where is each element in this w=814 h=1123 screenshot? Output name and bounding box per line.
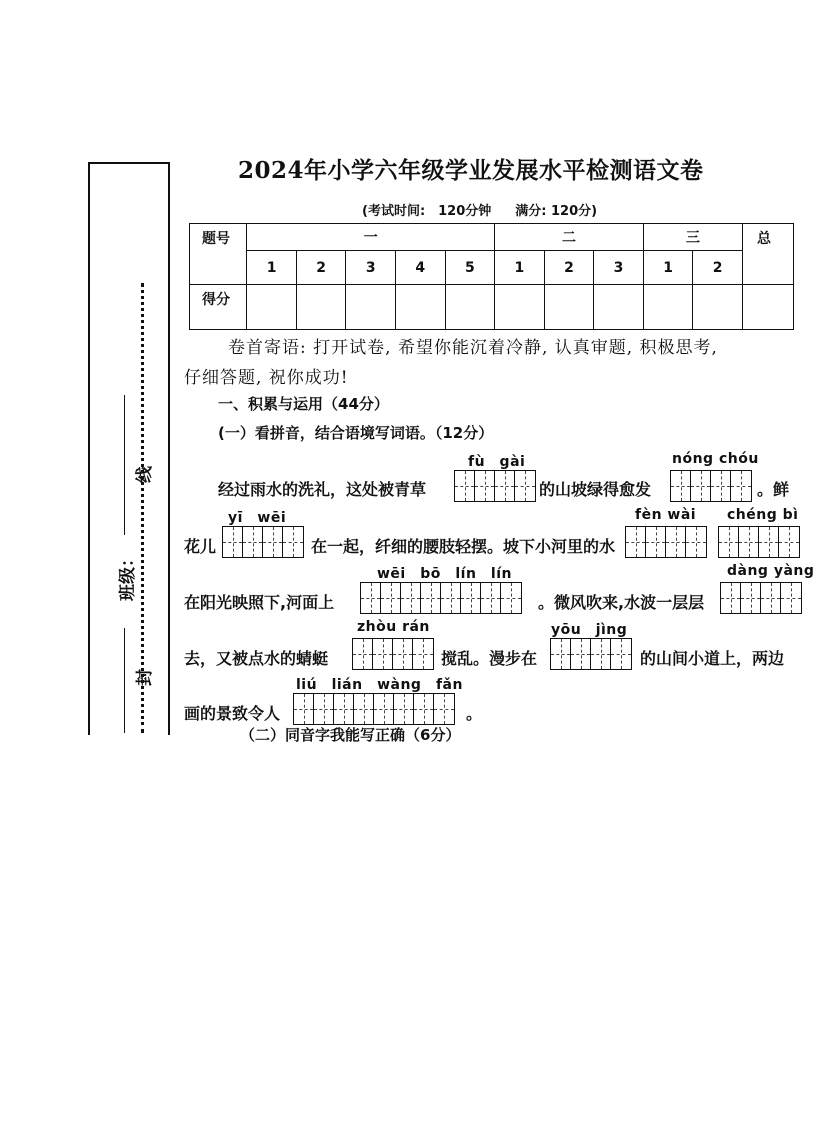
pinyin-you-jing: yōu jìng <box>551 622 628 638</box>
pinyin-zhou-ran: zhòu rán <box>357 619 430 635</box>
score-cell[interactable] <box>247 285 297 330</box>
score-cell[interactable] <box>396 285 446 330</box>
exam-time: (考试时间: 120分钟 <box>362 204 492 219</box>
binding-strip <box>88 162 170 735</box>
question-number: 1 <box>643 251 693 285</box>
question-number: 4 <box>396 251 446 285</box>
total-header: 总 <box>742 224 793 285</box>
answer-boxes-dang-yang[interactable] <box>720 582 802 614</box>
passage-line-2b: 在一起，纤细的腰肢轻摆。坡下小河里的水 <box>311 537 616 556</box>
pinyin-liu-lian-wang-fan: liú lián wàng fǎn <box>296 677 463 693</box>
binding-dotted-line <box>141 283 144 733</box>
cut-off-region <box>240 726 560 744</box>
score-cell[interactable] <box>346 285 396 330</box>
class-blank-line-bottom <box>124 628 125 733</box>
score-cell[interactable] <box>594 285 644 330</box>
answer-boxes-yi-wei[interactable] <box>222 526 304 558</box>
pinyin-cheng-bi: chéng bì <box>727 507 799 523</box>
pinyin-fen-wai: fèn wài <box>635 507 697 523</box>
score-cell[interactable] <box>445 285 495 330</box>
question-number: 2 <box>296 251 346 285</box>
passage-line-2a: 花儿 <box>184 537 217 556</box>
pinyin-wei-bo-lin-lin: wēi bō lín lín <box>377 566 512 582</box>
exam-title: 2024年小学六年级学业发展水平检测语文卷 <box>238 157 704 184</box>
score-cell[interactable] <box>296 285 346 330</box>
section-1-header: 一 <box>247 224 495 251</box>
score-table <box>189 223 794 330</box>
full-score: 满分: 120分) <box>515 204 598 219</box>
passage-line-3b: 。微风吹来,水波一层层 <box>538 593 705 612</box>
passage-line-1b: 的山坡绿得愈发 <box>539 480 652 499</box>
score-cell-total[interactable] <box>742 285 793 330</box>
answer-boxes-cheng-bi[interactable] <box>718 526 800 558</box>
passage-line-5b: 。 <box>466 704 483 723</box>
passage-line-4b: 搅乱。漫步在 <box>441 649 538 668</box>
part1-heading: 一、积累与运用（44分） <box>218 395 389 413</box>
binding-feng-label: 封 <box>135 669 155 686</box>
preface-line-1: 卷首寄语: 打开试卷, 希望你能沉着冷静, 认真审题, 积极思考, <box>228 338 718 358</box>
answer-boxes-liu-lian-wang-fan[interactable] <box>293 693 455 725</box>
pinyin-yi-wei: yī wēi <box>228 510 287 526</box>
passage-line-1c: 。鲜 <box>757 480 790 499</box>
question-number: 2 <box>693 251 743 285</box>
passage-line-5a: 画的景致令人 <box>184 704 281 723</box>
passage-line-1a: 经过雨水的洗礼，这处被青草 <box>218 480 427 499</box>
q1-heading: (一）看拼音，结合语境写词语。（12分） <box>218 424 494 442</box>
score-cell[interactable] <box>643 285 693 330</box>
score-cell[interactable] <box>495 285 545 330</box>
answer-boxes-zhou-ran[interactable] <box>352 638 434 670</box>
question-number: 2 <box>544 251 594 285</box>
question-number: 1 <box>495 251 545 285</box>
score-label: 得分 <box>190 285 247 330</box>
pinyin-nong-chou: nóng chóu <box>672 451 759 467</box>
passage-line-3a: 在阳光映照下,河面上 <box>184 593 335 612</box>
answer-boxes-fu-gai[interactable] <box>454 470 536 502</box>
answer-boxes-fen-wai[interactable] <box>625 526 707 558</box>
pinyin-fu-gai: fù gài <box>468 454 526 470</box>
binding-class-label: 班级： <box>118 550 138 601</box>
question-number: 3 <box>346 251 396 285</box>
section-3-header: 三 <box>643 224 742 251</box>
q2-heading-cut: （二）同音字我能写正确（6分） <box>240 726 461 744</box>
class-blank-line-top <box>124 395 125 535</box>
binding-xian-label: 线 <box>135 466 155 483</box>
score-cell[interactable] <box>544 285 594 330</box>
question-number: 1 <box>247 251 297 285</box>
preface-line-2: 仔细答题, 祝你成功! <box>184 368 349 388</box>
question-number-label: 题号 <box>190 224 247 285</box>
question-number: 3 <box>594 251 644 285</box>
answer-boxes-nong-chou[interactable] <box>670 470 752 502</box>
passage-line-4a: 去，又被点水的蜻蜓 <box>184 649 329 668</box>
pinyin-dang-yang: dàng yàng <box>727 563 814 579</box>
answer-boxes-you-jing[interactable] <box>550 638 632 670</box>
question-number: 5 <box>445 251 495 285</box>
section-2-header: 二 <box>495 224 644 251</box>
score-cell[interactable] <box>693 285 743 330</box>
passage-line-4c: 的山间小道上，两边 <box>640 649 785 668</box>
exam-subtitle <box>362 200 597 219</box>
answer-boxes-wei-bo-lin-lin[interactable] <box>360 582 522 614</box>
